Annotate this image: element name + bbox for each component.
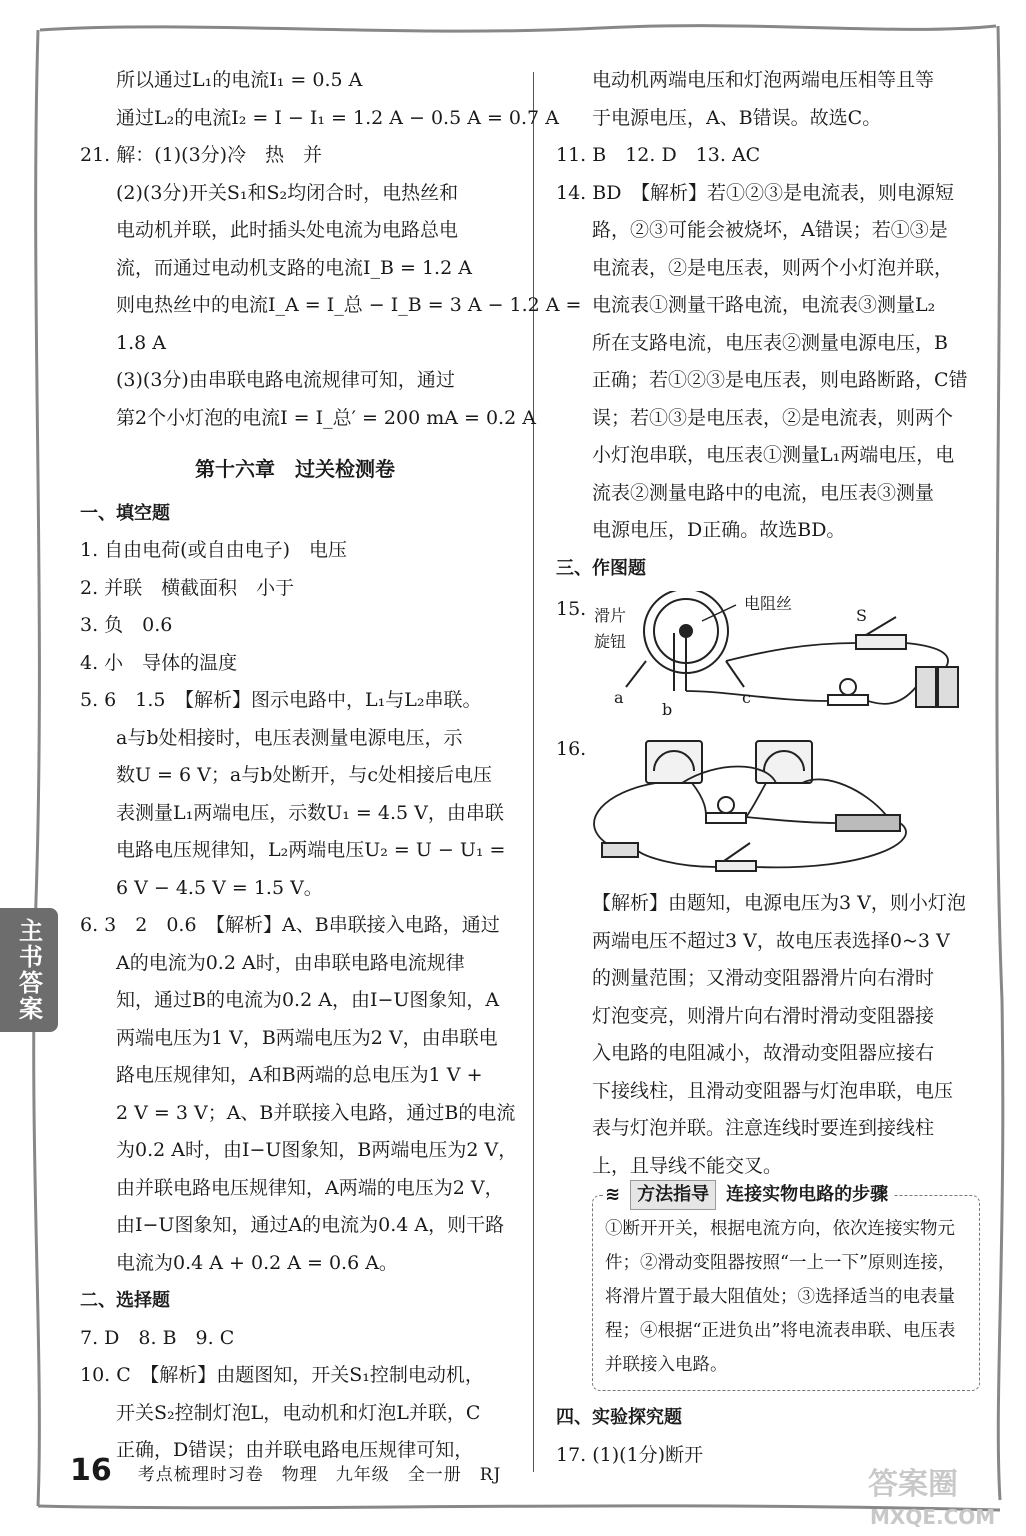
bulb-icon [706, 797, 746, 823]
figure-16 [556, 731, 986, 881]
fill-answer: 3. 负 0.6 [80, 614, 173, 636]
figure-15 [556, 591, 986, 727]
answer-16-line: 【解析】由题知，电源电压为3 V，则小灯泡 [592, 892, 966, 914]
watermark-url: MXQE.COM [870, 1505, 996, 1529]
switch-icon [716, 843, 756, 871]
chapter-title: 第十六章 过关检测卷 [195, 457, 395, 481]
answer-21-line: 电动机并联，此时插头处电流为电路总电 [116, 219, 459, 241]
answer-16-line: 灯泡变亮，则滑片向右滑时滑动变阻器接 [592, 1004, 935, 1027]
tip-tag: 方法指导 [630, 1180, 716, 1210]
answer-10-line: 电动机两端电压和灯泡两端电压相等且等 [592, 69, 935, 91]
circuit-diagram-15 [566, 591, 986, 727]
tip-title: 连接实物电路的步骤 [726, 1184, 889, 1205]
label-knob: 旋钮 [594, 632, 627, 651]
answer-14-line: 14. BD 【解析】若①②③是电流表，则电源短 [556, 181, 954, 204]
text-line: 通过L₂的电流I₂ = I − I₁ = 1.2 A − 0.5 A = 0.7 A [116, 106, 559, 129]
left-column [80, 62, 582, 1470]
answer-16-line: 入电路的电阻减小，故滑动变阻器应接右 [592, 1042, 935, 1064]
fill-answer: 1. 自由电荷(或自由电子) 电压 [80, 539, 347, 561]
column-divider [533, 72, 534, 1472]
terminal-a-label: a [614, 688, 624, 707]
tip-text: ①断开开关，根据电流方向，依次连接实物元件；②滑动变阻器按照“一上一下”原则连接，将滑片置于最大阻值处；③选择适当的电表量程；④根据“正进负出”将电流表串联、电压表并联接入电路。 [605, 1219, 956, 1375]
answer-5-line: 数U = 6 V；a与b处断开，与c处相接后电压 [116, 764, 492, 786]
answer-6-line: 为0.2 A时，由I−U图象知，B两端电压为2 V， [116, 1139, 518, 1161]
circuit-diagram-16 [566, 731, 986, 881]
watermark-logo [860, 1452, 1010, 1532]
answer-14-line: 流表②测量电路中的电流，电压表③测量 [592, 481, 935, 504]
rheostat-icon [836, 815, 900, 831]
answer-21-line: (3)(3分)由串联电路电流规律可知，通过 [116, 369, 455, 391]
answer-21-line: 第2个小灯泡的电流I = I_总′ = 200 mA = 0.2 A [116, 406, 536, 429]
figure-number: 16. [556, 738, 587, 760]
answer-16-line: 表与灯泡并联。注意连线时要连到接线柱 [592, 1117, 935, 1139]
answer-16-line: 下接线柱，且滑动变阻器与灯泡串联，电压 [592, 1079, 954, 1102]
answer-10-line: 正确，D错误；由并联电路电压规律可知， [116, 1439, 474, 1461]
answer-14-line: 所在支路电流，电压表②测量电源电压，B [592, 331, 948, 354]
side-tab-label: 主书答案 [14, 918, 43, 1022]
answer-21-line: 流，而通过电动机支路的电流I_B = 1.2 A [116, 256, 472, 279]
answer-14-line: 电流表①测量干路电流，电流表③测量L₂ [592, 294, 936, 316]
answer-6-line: 电流为0.4 A + 0.2 A = 0.6 A。 [116, 1251, 398, 1274]
answer-5-line: 表测量L₁两端电压，示数U₁ = 4.5 V，由串联 [116, 801, 504, 824]
section-heading: 四、实验探究题 [556, 1407, 682, 1428]
footer-book-title: 考点梳理时习卷 物理 九年级 全一册 RJ [137, 1465, 502, 1485]
method-tip-box [592, 1184, 980, 1391]
answer-14-line: 路，②③可能会被烧坏，A错误；若①③是 [592, 219, 948, 241]
answer-21-line: 21. 解：(1)(3分)冷 热 并 [80, 144, 323, 166]
answer-16-line: 两端电压不超过3 V，故电压表选择0~3 V [592, 929, 950, 952]
right-column [556, 62, 986, 1474]
watermark-text: 答案圈 [868, 1467, 958, 1502]
answer-17-line: 17. (1)(1分)断开 [556, 1443, 704, 1466]
answer-16-line: 的测量范围；又滑动变阻器滑片向右滑时 [592, 967, 935, 989]
answer-6-line: 2 V = 3 V；A、B并联接入电路，通过B的电流 [116, 1101, 516, 1124]
figure-number: 15. [556, 598, 587, 620]
answer-21-line: (2)(3分)开关S₁和S₂均闭合时，电热丝和 [116, 181, 459, 204]
terminal-c-label: c [742, 688, 751, 707]
answer-10-line: 10. C 【解析】由题图知，开关S₁控制电动机， [80, 1364, 484, 1386]
answer-5-line: 电路电压规律知，L₂两端电压U₂ = U − U₁ = [116, 839, 506, 861]
battery-icon [602, 843, 638, 857]
tip-header [605, 1178, 894, 1212]
section-heading: 一、填空题 [80, 502, 170, 524]
page-number: 16 [70, 1453, 112, 1488]
answer-6-line: 6. 3 2 0.6 【解析】A、B串联接入电路，通过 [80, 914, 500, 936]
voltmeter-icon [756, 741, 812, 783]
label-resistance-wire: 电阻丝 [744, 594, 793, 613]
wires [686, 643, 948, 704]
answer-6-line: 由并联电路电压规律知，A两端的电压为2 V， [116, 1176, 504, 1199]
bulb-icon [828, 679, 868, 705]
answer-21-line: 则电热丝中的电流I_A = I_总 − I_B = 3 A − 1.2 A = [116, 294, 582, 316]
battery-icon [916, 667, 958, 707]
answer-10-line: 开关S₂控制灯泡L，电动机和灯泡L并联，C [116, 1401, 481, 1424]
section-heading: 三、作图题 [556, 557, 646, 579]
section-heading: 二、选择题 [80, 1290, 170, 1311]
answer-10-line: 于电源电压，A、B错误。故选C。 [592, 106, 882, 129]
fill-answer: 2. 并联 横截面积 小于 [80, 576, 295, 599]
answer-16-line: 上，且导线不能交叉。 [592, 1154, 783, 1177]
text-line: 所以通过L₁的电流I₁ = 0.5 A [116, 69, 363, 91]
answer-6-line: 知，通过B的电流为0.2 A，由I−U图象知，A [116, 989, 500, 1011]
answer-5-line: 5. 6 1.5 【解析】图示电路中，L₁与L₂串联。 [80, 689, 482, 711]
label-slider: 滑片 [594, 606, 627, 625]
answer-5-line: a与b处相接时，电压表测量电源电压，示 [116, 726, 463, 749]
answer-14-line: 误；若①③是电压表，②是电流表，则两个 [592, 406, 954, 429]
answer-14-line: 电源电压，D正确。故选BD。 [592, 519, 846, 541]
answer-6-line: A的电流为0.2 A时，由串联电路电流规律 [116, 951, 465, 974]
rheostat-dial [626, 591, 744, 691]
answer-21-line: 1.8 A [116, 331, 166, 354]
answer-14-line: 小灯泡串联，电压表①测量L₁两端电压，电 [592, 444, 955, 466]
page-footer [70, 1453, 501, 1488]
fill-answer: 4. 小 导体的温度 [80, 651, 238, 674]
side-tab [0, 908, 58, 1032]
answer-14-line: 正确；若①②③是电压表，则电路断路，C错 [592, 369, 968, 391]
answer-6-line: 路电压规律知，A和B两端的总电压为1 V + [116, 1064, 483, 1086]
choice-answers: 7. D 8. B 9. C [80, 1326, 235, 1349]
label-switch: S [856, 606, 867, 625]
answer-14-line: 电流表，②是电压表，则两个小灯泡并联， [592, 256, 954, 279]
terminal-b-label: b [662, 700, 673, 719]
answer-6-line: 两端电压为1 V，B两端电压为2 V，由串联电 [116, 1026, 498, 1049]
wave-icon: ≋ [605, 1184, 621, 1205]
answer-6-line: 由I−U图象知，通过A的电流为0.4 A，则干路 [116, 1214, 505, 1236]
choice-answers: 11. B 12. D 13. AC [556, 144, 761, 166]
answer-5-line: 6 V − 4.5 V = 1.5 V。 [116, 876, 323, 899]
